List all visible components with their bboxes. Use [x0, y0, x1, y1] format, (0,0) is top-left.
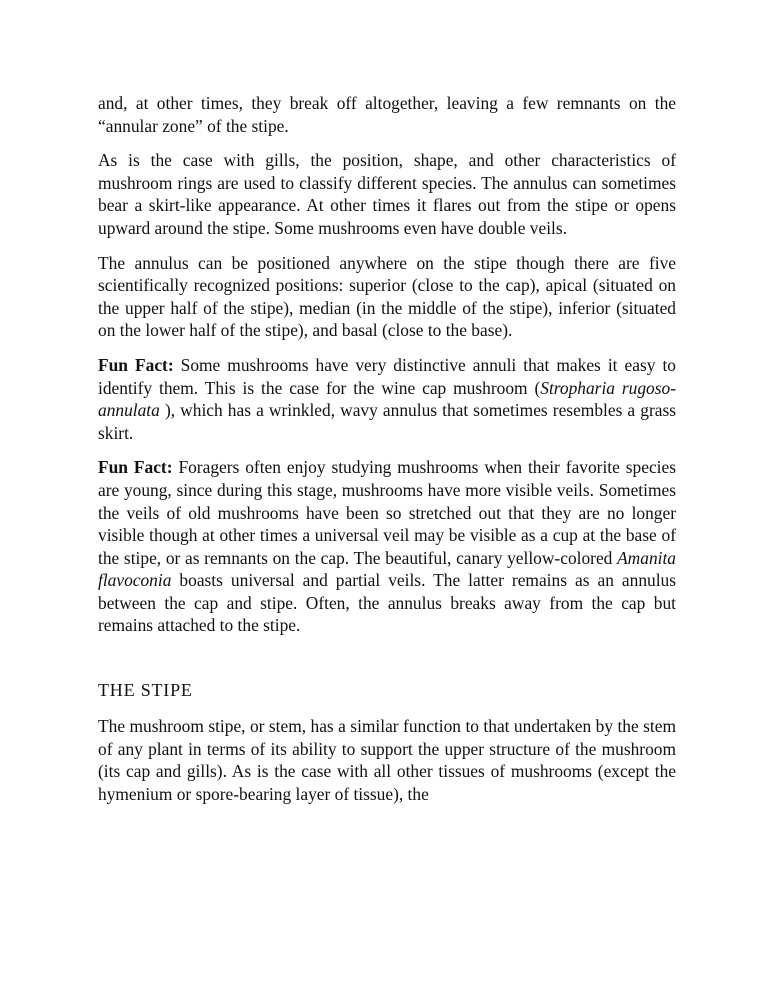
- fun-fact-label: Fun Fact:: [98, 354, 174, 375]
- fun-fact-text: boasts universal and partial veils. The latter remains as an annulus between the cap and stipe. Often, the annulus breaks away from the cap but remains attached to the stipe.: [98, 570, 676, 636]
- species-name: Amanita flavoconia: [98, 547, 676, 591]
- fun-fact-label: Fun Fact:: [98, 457, 173, 478]
- species-name: Stropharia rugoso-annulata: [98, 377, 676, 421]
- fun-fact-text: ), which has a wrinkled, wavy annulus that sometimes resembles a grass skirt.: [98, 400, 676, 443]
- fun-fact-veils: [98, 456, 676, 637]
- paragraph-ring-classification: As is the case with gills, the position, shape, and other characteristics of mushroom rings are used to classify different species. The annulus can sometimes bear a skirt-like appearance. At other times it flares out from the stipe or opens upward around the stipe. Some mushrooms even have double veils.: [98, 150, 676, 238]
- fun-fact-wine-cap: [98, 354, 676, 444]
- paragraph-annulus-positions: The annulus can be positioned anywhere on the stipe though there are five scientifically recognized positions: superior (close to the cap), apical (situated on the upper half of the stipe), median (in the middle of the stipe), inferior (situated on the lower half of the stipe), and basal (close to the base).: [98, 252, 676, 341]
- fun-fact-text: Some mushrooms have very distinctive annuli that makes it easy to identify them. This is the case for the wine cap mushroom (: [98, 354, 677, 398]
- section-heading-stipe: THE STIPE: [98, 680, 193, 701]
- paragraph-annular-zone: and, at other times, they break off altogether, leaving a few remnants on the “annular zone” of the stipe.: [98, 93, 676, 136]
- paragraph-stipe-function: The mushroom stipe, or stem, has a similar function to that undertaken by the stem of any plant in terms of its ability to support the upper structure of the mushroom (its cap and gills). As is the case with all other tissues of mushrooms (except the hymenium or spore-bearing layer of tissue), the: [98, 716, 676, 804]
- fun-fact-text: Foragers often enjoy studying mushrooms when their favorite species are young, since during this stage, mushrooms have more visible veils. Sometimes the veils of old mushrooms have been so stretched out that they are no longer visible though at other times a universal veil may be visible as a cup at the base of the stipe, or as remnants on the cap. The beautiful, canary yellow-colored: [98, 457, 676, 568]
